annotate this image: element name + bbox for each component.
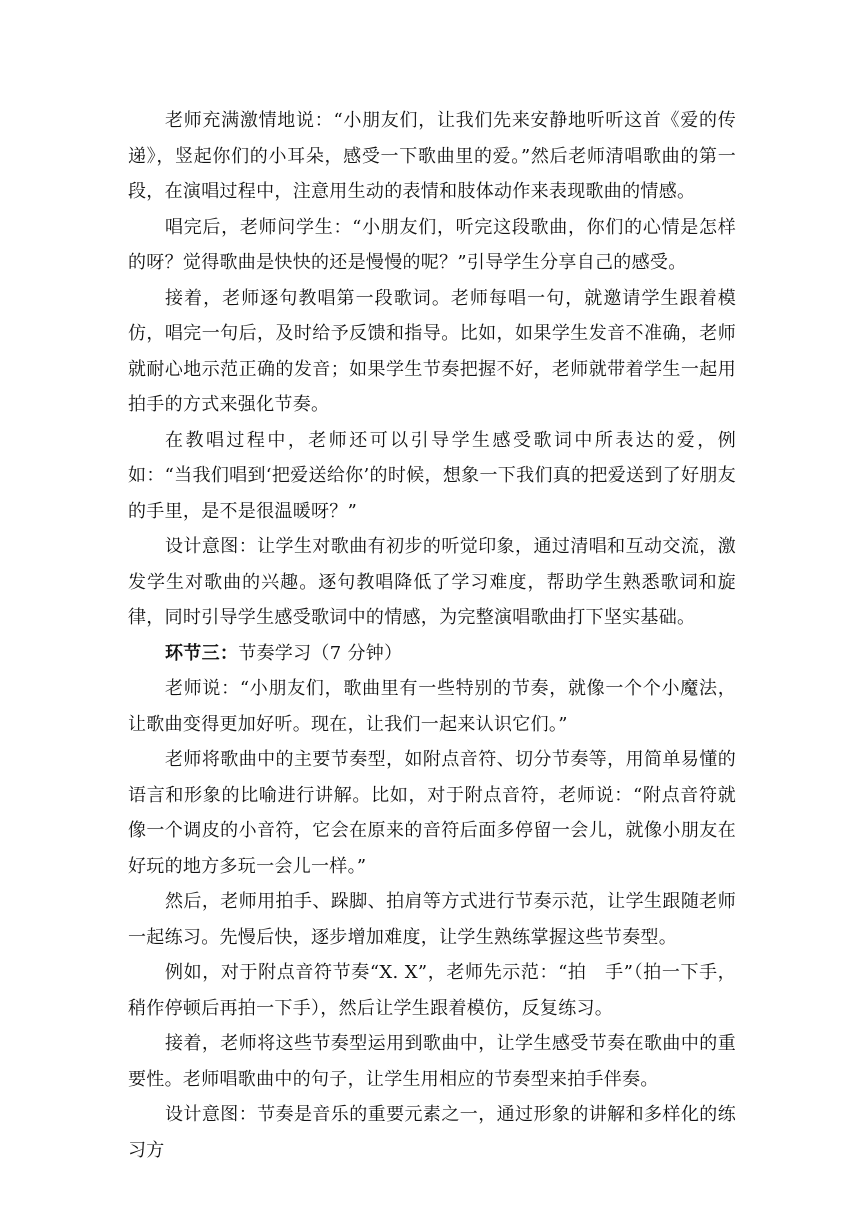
section-heading-label: 环节三： (165, 642, 239, 664)
document-body (128, 103, 736, 1168)
paragraph-rhythm-demo: 然后，老师用拍手、跺脚、拍肩等方式进行节奏示范，让学生跟随老师一起练习。先慢后快，逐步增加难度，让学生熟练掌握这些节奏型。 (128, 891, 736, 948)
section-heading-text: 节奏学习（7 分钟） (238, 642, 403, 664)
paragraph-design-intent-1: 设计意图：让学生对歌曲有初步的听觉印象，通过清唱和互动交流，激发学生对歌曲的兴趣。逐句教唱降低了学习难度，帮助学生熟悉歌词和旋律，同时引导学生感受歌词中的情感，为完整演唱歌曲打下坚实基础。 (128, 536, 736, 628)
paragraph-dotted-example: 例如，对于附点音符节奏“X. X”，老师先示范：“拍 手”（拍一下手，稍作停顿后再拍一下手），然后让学生跟着模仿，反复练习。 (128, 962, 736, 1019)
paragraph-rhythm-explain: 老师将歌曲中的主要节奏型，如附点音符、切分节奏等，用简单易懂的语言和形象的比喻进行讲解。比如，对于附点音符，老师说：“附点音符就像一个调皮的小音符，它会在原来的音符后面多停留一会儿，就像小朋友在好玩的地方多玩一会儿一样。” (128, 749, 736, 877)
paragraph-after-singing: 唱完后，老师问学生：“小朋友们，听完这段歌曲，你们的心情是怎样的呀？觉得歌曲是快快的还是慢慢的呢？”引导学生分享自己的感受。 (128, 216, 736, 273)
paragraph-rhythm-intro: 老师说：“小朋友们，歌曲里有一些特别的节奏，就像一个个小魔法，让歌曲变得更加好听。现在，让我们一起来认识它们。” (128, 678, 736, 735)
paragraph-apply-song: 接着，老师将这些节奏型运用到歌曲中，让学生感受节奏在歌曲中的重要性。老师唱歌曲中的句子，让学生用相应的节奏型来拍手伴奏。 (128, 1033, 736, 1090)
paragraph-design-intent-2: 设计意图：节奏是音乐的重要元素之一，通过形象的讲解和多样化的练习方 (128, 1104, 736, 1161)
paragraph-feel-lyrics: 在教唱过程中，老师还可以引导学生感受歌词中所表达的爱，例如：“当我们唱到‘把爱送给你’的时候，想象一下我们真的把爱送到了好朋友的手里，是不是很温暖呀？” (128, 429, 736, 522)
paragraph-line-by-line: 接着，老师逐句教唱第一段歌词。老师每唱一句，就邀请学生跟着模仿，唱完一句后，及时给予反馈和指导。比如，如果学生发音不准确，老师就耐心地示范正确的发音；如果学生节奏把握不好，老师就带着学生一起用拍手的方式来强化节奏。 (128, 287, 736, 415)
paragraph-listen-intro: 老师充满激情地说：“小朋友们，让我们先来安静地听听这首《爱的传递》，竖起你们的小耳朵，感受一下歌曲里的爱。”然后老师清唱歌曲的第一段，在演唱过程中，注意用生动的表情和肢体动作来表现歌曲的情感。 (128, 110, 736, 202)
section-heading (128, 636, 736, 672)
